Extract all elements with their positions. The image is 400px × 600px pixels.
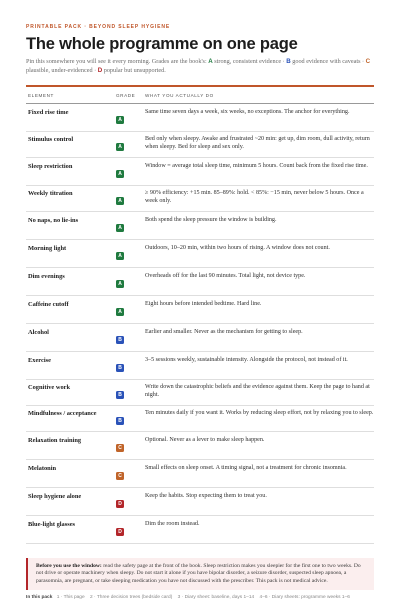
row-element: Dim evenings — [28, 273, 65, 280]
grade-badge: A — [116, 252, 124, 260]
grade-badge: A — [116, 197, 124, 205]
pack-item: 3 · Diary sheet: baseline, days 1–14 — [177, 595, 255, 600]
legend-text-a: strong, consistent evidence · — [214, 58, 285, 65]
row-action: Optional. Never as a lever to make sleep happen. — [145, 437, 265, 443]
table-row — [26, 324, 374, 352]
table-row — [26, 268, 374, 296]
row-action: Earlier and smaller. Never as the mechanism for getting to sleep. — [145, 329, 303, 335]
table-row — [26, 212, 374, 240]
grade-cell — [116, 162, 145, 180]
row-action: Dim the room instead. — [145, 521, 200, 527]
row-element: Weekly titration — [28, 190, 73, 197]
grade-cell — [116, 244, 145, 262]
grade-badge: A — [116, 143, 124, 151]
table-row — [26, 406, 374, 432]
grade-cell — [116, 189, 145, 207]
legend-grade-d: D — [97, 66, 103, 74]
legend-grade-c: C — [365, 58, 371, 65]
table-row — [26, 380, 374, 406]
safety-callout — [26, 558, 374, 591]
grade-cell — [116, 492, 145, 510]
row-element: Fixed rise time — [28, 109, 69, 116]
row-element: Blue-light glasses — [28, 521, 76, 528]
header-grade: GRADE — [116, 92, 136, 98]
grade-cell — [116, 464, 145, 482]
grade-cell — [116, 300, 145, 318]
table-row — [26, 460, 374, 488]
printable-page — [26, 24, 374, 600]
row-action: Window = average total sleep time, minimum 5 hours. Count back from the fixed rise time. — [145, 163, 368, 169]
programme-table — [26, 87, 374, 544]
grade-badge: A — [116, 280, 124, 288]
page-title: The whole programme on one page — [26, 35, 298, 53]
row-element: Caffeine cutoff — [28, 301, 69, 308]
grade-cell — [116, 383, 145, 401]
row-action: Outdoors, 10–20 min, within two hours of rising. A window does not count. — [145, 245, 330, 251]
table-row — [26, 158, 374, 186]
grade-badge: C — [116, 472, 124, 480]
pack-item: 4–6 · Diary sheets: programme weeks 1–6 — [259, 595, 350, 600]
row-element: Sleep hygiene alone — [28, 493, 82, 500]
row-element: Sleep restriction — [28, 163, 73, 170]
row-action: 3–5 sessions weekly, sustainable intensity. Alongside the protocol, not instead of it. — [145, 357, 348, 363]
row-element: Cognitive work — [28, 384, 71, 391]
grade-badge: C — [116, 444, 124, 452]
grade-cell — [116, 216, 145, 234]
row-element: Stimulus control — [28, 136, 74, 143]
row-action: Bed only when sleepy. Awake and frustrated ~20 min: get up, dim room, dull activity, return when sleepy. Bed for sleep and sex only. — [145, 136, 370, 151]
table-row — [26, 352, 374, 380]
grade-badge: B — [116, 417, 124, 425]
row-action: Write down the catastrophic beliefs and the evidence against them. Keep the page to hand at night. — [145, 384, 370, 399]
grade-badge: A — [116, 170, 124, 178]
grade-cell — [116, 436, 145, 454]
table-body — [26, 104, 374, 544]
row-action: ≥ 90% efficiency: +15 min. 85–89%: hold. < 85%: −15 min, never below 5 hours. Once a week only. — [145, 190, 364, 205]
grade-cell — [116, 409, 145, 427]
table-row — [26, 186, 374, 212]
table-header — [26, 87, 374, 104]
grade-badge: D — [116, 500, 124, 508]
grade-badge: B — [116, 364, 124, 372]
table-row — [26, 132, 374, 158]
grade-cell — [116, 356, 145, 374]
grade-badge: B — [116, 391, 124, 399]
legend-grade-a: A — [208, 58, 213, 65]
intro-lead: Pin this somewhere you will see it every morning. Grades are the book's: — [26, 58, 207, 65]
table-row — [26, 516, 374, 544]
row-action: Eight hours before intended bedtime. Hard line. — [145, 301, 262, 307]
legend-text-d: popular but unsupported. — [103, 66, 166, 74]
table-row — [26, 432, 374, 460]
pack-contents-label: In this pack — [26, 595, 53, 600]
grade-cell — [116, 520, 145, 538]
legend-text-c: plausible, under-evidenced · — [26, 66, 97, 74]
callout-text: read the safety page at the front of the book. Sleep restriction makes you sleepier for the first one to two weeks. Do not drive or operate machinery when sleepy. Do not start it alone if you have bipolar disorder, a seizure disorder, suspected sleep apnoea, a parasomnia, are pregnant, or take sleeping medication you have not discussed with the prescriber. This pack is not medical advice. — [36, 562, 361, 584]
row-action: Both spend the sleep pressure the window is building. — [145, 217, 277, 223]
kicker: PRINTABLE PACK · BEYOND SLEEP HYGIENE — [26, 24, 171, 30]
table-row — [26, 488, 374, 516]
row-element: Relaxation training — [28, 437, 82, 444]
row-element: Mindfulness / acceptance — [28, 410, 97, 417]
row-action: Overheads off for the last 90 minutes. Total light, not device type. — [145, 273, 306, 279]
callout-lead: Before you use the window: — [36, 562, 102, 569]
pack-item: 1 · This page — [56, 595, 85, 600]
grade-badge: D — [116, 528, 124, 536]
legend-grade-b: B — [286, 58, 291, 65]
row-element: Alcohol — [28, 329, 49, 336]
row-action: Ten minutes daily if you want it. Works by reducing sleep effort, not by relaxing you to sleep. — [145, 410, 374, 416]
pack-contents — [26, 595, 374, 600]
table-row — [26, 104, 374, 132]
grade-badge: A — [116, 308, 124, 316]
row-action: Same time seven days a week, six weeks, no exceptions. The anchor for everything. — [145, 109, 350, 115]
row-element: No naps, no lie-ins — [28, 217, 79, 224]
table-row — [26, 296, 374, 324]
grade-badge: A — [116, 224, 124, 232]
row-action: Keep the habits. Stop expecting them to treat you. — [145, 493, 267, 499]
pack-item: 2 · Three decision trees (bedside card) — [90, 595, 173, 600]
row-element: Morning light — [28, 245, 67, 252]
grade-badge: A — [116, 116, 124, 124]
row-element: Melatonin — [28, 465, 57, 472]
grade-badge: B — [116, 336, 124, 344]
grade-cell — [116, 328, 145, 346]
grade-cell — [116, 135, 145, 153]
grade-cell — [116, 108, 145, 126]
legend-text-b: good evidence with caveats · — [292, 58, 365, 65]
row-element: Exercise — [28, 357, 51, 364]
header-action: WHAT YOU ACTUALLY DO — [145, 92, 214, 98]
header-element: ELEMENT — [28, 92, 54, 98]
grade-cell — [116, 272, 145, 290]
row-action: Small effects on sleep onset. A timing signal, not a treatment for chronic insomnia. — [145, 465, 347, 471]
table-row — [26, 240, 374, 268]
intro-text — [26, 58, 374, 75]
